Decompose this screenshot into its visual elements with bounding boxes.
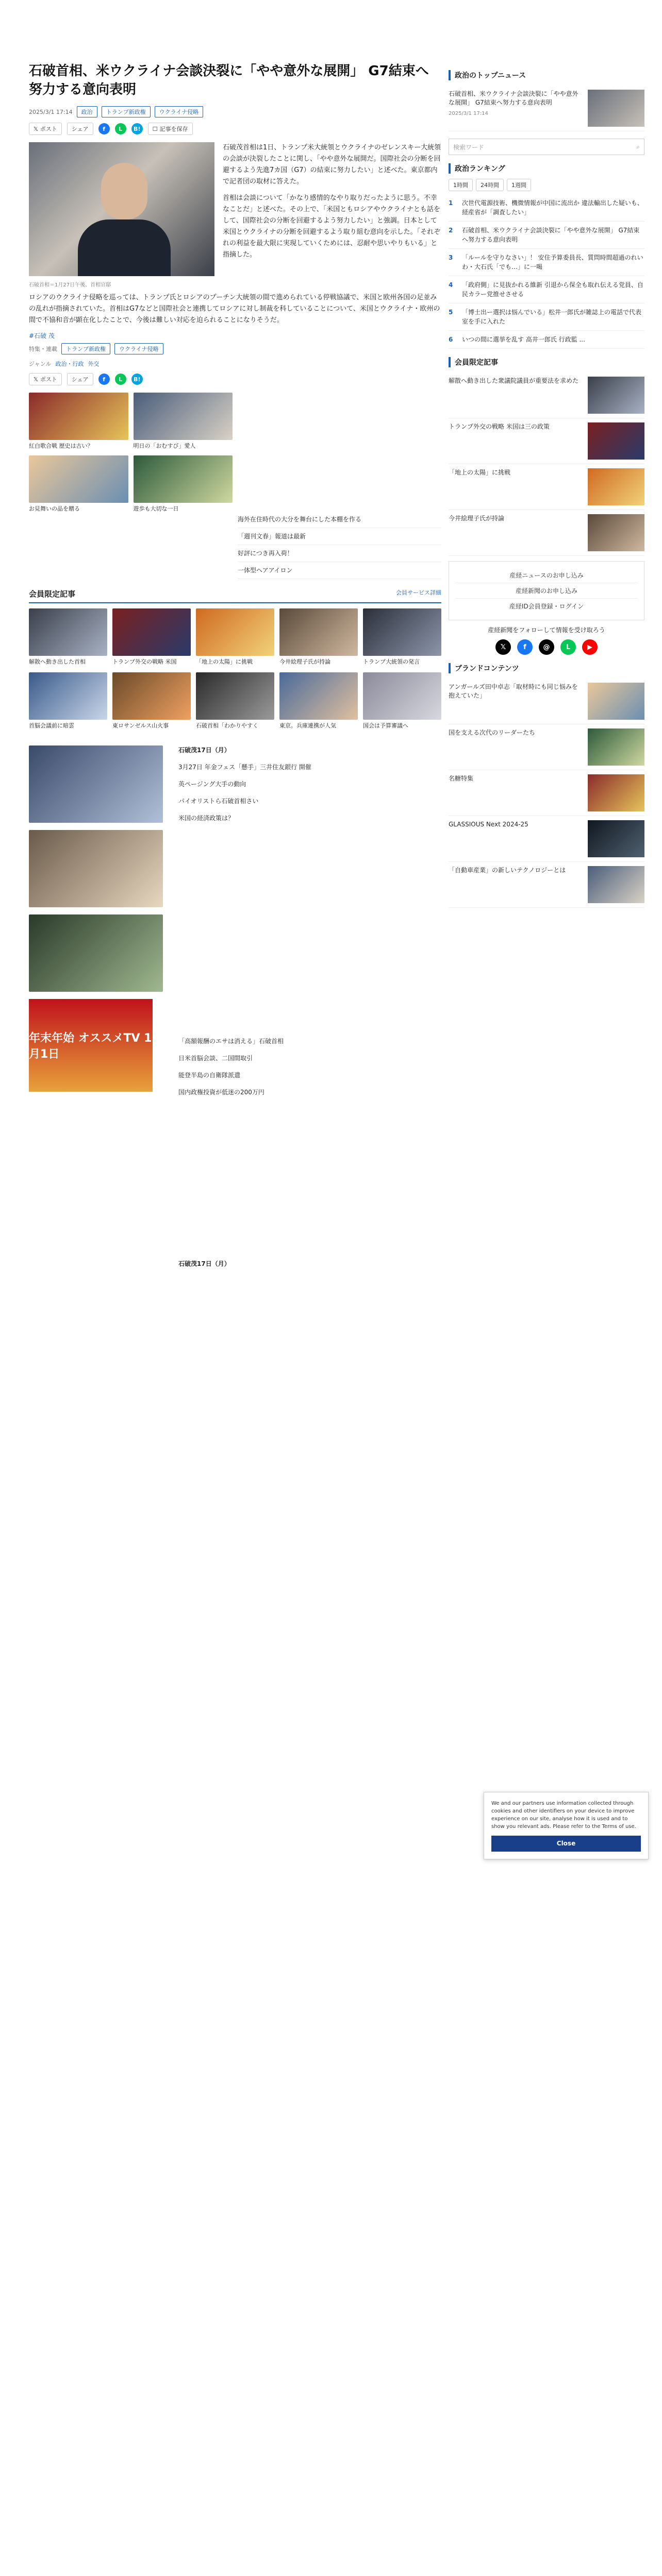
related-card[interactable]: 明日の「おむすび」愛人 — [134, 393, 233, 450]
ranking-tab[interactable]: 1時間 — [449, 179, 473, 191]
ranking-item[interactable]: 1 次世代電源技術、機微情報が中国に流出か 違法輸出した疑いも、経産省が「調査したい」 — [449, 194, 644, 222]
text-item[interactable]: パイオリストら石破首相さい — [178, 798, 259, 805]
news-item[interactable]: 日米首脳会談、二国間取引 — [178, 1055, 253, 1062]
promo-item[interactable]: 「週刊文春」報道は最新 — [238, 528, 441, 545]
mail-item[interactable]: 産経新聞のお申し込み — [455, 583, 638, 599]
topic-trump[interactable]: トランプ新政権 — [61, 343, 110, 354]
member-card[interactable]: 解散へ動き出した首相 — [29, 608, 107, 666]
ranking-item[interactable]: 3 「ルールを守りなさい」！ 安住予算委員長、質問時間超過のれいわ・大石氏「でも…」に一喝 — [449, 249, 644, 276]
genre-diplomacy[interactable]: 外交 — [88, 361, 100, 367]
mail-item[interactable]: 産経ID会員登録・ログイン — [509, 603, 584, 610]
related-card[interactable]: 紅白歌合戦 歴史は古い？ — [29, 393, 128, 450]
bookmark-icon: ☐ — [152, 125, 158, 132]
brand-card[interactable]: GLASSIOUS Next 2024-25 — [449, 816, 644, 862]
top-news-header: 政治のトップニュース — [449, 70, 644, 80]
line-icon[interactable]: L — [560, 639, 576, 655]
ranking-item[interactable]: 5 「博士出ー選択は悩んでいる」松井一郎氏が雑誌上の電話で代表室を手に入れた — [449, 303, 644, 331]
text-item[interactable]: 英ページング大手の動向 — [178, 781, 246, 788]
promo-item[interactable]: 海外在住時代の大分を舞台にした本棚を作る — [238, 511, 441, 528]
ranking-tab[interactable]: 1週間 — [507, 179, 531, 191]
person-tag[interactable]: #石破 茂 — [29, 332, 55, 340]
mail-signup — [449, 561, 644, 620]
related-area — [29, 393, 441, 579]
promo-list — [238, 511, 441, 579]
member-card[interactable]: 国会は予算審議へ — [363, 672, 441, 730]
genre-row: ジャンル 政治・行政 外交 — [29, 361, 100, 367]
member-side-card[interactable]: 今井絵理子氏が持論 — [449, 510, 644, 556]
article-paragraph-2: 首相は会談について「かなり感情的なやり取りだったように思う。不幸なことだ」と述べた。その上で、「米国ともロシアやウクライナとも話をして、国際社会の分断を回避するよう努力したい」と強調。日本として米国とウクライナの分断を回避するよう取り組む意向を示した。「それぞれの利益を最大限に実現していくためには、忍耐や思いやりもいる」と指摘した。 — [223, 194, 441, 259]
line-icon[interactable]: L — [115, 123, 126, 134]
mail-item[interactable]: 産経ニュースのお申し込み — [455, 568, 638, 583]
article-date: 2025/3/1 17:14 — [29, 108, 73, 115]
main-column — [29, 62, 441, 1276]
hatena-icon[interactable]: B! — [131, 123, 143, 134]
youtube-icon[interactable]: ▶ — [582, 639, 598, 655]
threads-icon[interactable]: @ — [539, 639, 554, 655]
share-bar — [29, 123, 441, 135]
photo-caption: 石破首相＝1月27日午後、首相官邸 — [29, 282, 111, 288]
date-label-1: 石破茂17日（月） — [178, 747, 230, 754]
share-button-bottom[interactable]: シェア — [67, 373, 93, 385]
article-meta — [29, 106, 441, 117]
ranking-item[interactable]: 2 石破首相、米ウクライナ会談決裂に「やや意外な展開」 G7結束へ努力する意向表明 — [449, 222, 644, 249]
news-item[interactable]: 国内政権投資が低迷の200万円 — [178, 1089, 264, 1096]
ranking-item[interactable]: 6 いつの間に選挙を乱す 高井一郎氏 行政監 ... — [449, 331, 644, 349]
text-item[interactable]: 米国の経済政策は？ — [178, 815, 235, 822]
brand-card[interactable]: 国を支える次代のリーダーたち — [449, 724, 644, 770]
lower-area — [29, 745, 441, 1276]
article-photo — [29, 142, 214, 276]
related-grid — [29, 393, 233, 513]
member-side-card[interactable]: 解散へ動き出した衆議院議員が重要法を求めた — [449, 372, 644, 418]
genre-politics[interactable]: 政治・行政 — [55, 361, 84, 367]
member-card[interactable]: 首脳会議前に暗雲 — [29, 672, 107, 730]
social-icons — [449, 639, 644, 655]
promo-item[interactable]: 好評につき再入荷！ — [238, 545, 441, 562]
tag-politics[interactable]: 政治 — [77, 106, 97, 117]
related-card[interactable]: 遊歩も大切な一日 — [134, 455, 233, 513]
member-card[interactable]: 今井絵理子氏が持論 — [279, 608, 358, 666]
facebook-icon[interactable]: f — [98, 123, 110, 134]
ranking-header: 政治ランキング — [449, 163, 644, 174]
lower-card[interactable] — [29, 830, 163, 907]
search-box[interactable] — [449, 139, 644, 155]
share-button[interactable]: シェア — [67, 123, 93, 135]
member-card[interactable]: 「地上の太陽」に挑戦 — [196, 608, 274, 666]
tag-trump[interactable]: トランプ新政権 — [102, 106, 151, 117]
brand-card[interactable]: アンガールズ田中卓志「取材時にも同じ悩みを抱えていた」 — [449, 679, 644, 724]
ranking-tab[interactable]: 24時間 — [476, 179, 504, 191]
cookie-consent — [484, 1792, 649, 1859]
post-button[interactable]: 𝕏 ポスト — [29, 123, 62, 135]
consent-close-button[interactable]: Close — [491, 1836, 641, 1852]
line-icon[interactable]: L — [115, 374, 126, 385]
tv-ad-banner[interactable]: 年末年始 オススメTV 1月1日 — [29, 999, 153, 1092]
member-grid-2 — [29, 672, 441, 730]
follow-label: 産経新聞をフォローして情報を受け取ろう — [488, 626, 605, 634]
consent-text: We and our partners use information collected through cookies and other identifiers on your device to improve experience on our site, analyse how it is used and to show you relevant ads. Please refer to the Terms of use. — [491, 1801, 636, 1829]
article-paragraph-3: ロシアのウクライナ侵略を巡っては、トランプ氏とロシアのプーチン大統領の間で進められている停戦協議で、米国と欧州各国の足並みの乱れが指摘されていた。首相はG7などと国際社会と連携してロシアに対し制裁を科していることについて、米国とウクライナ・欧州の間で不協和音が顕在化したことで、今後は難しい対応を迫られることになりそうだ。 — [29, 294, 440, 324]
top-news-card[interactable]: 石破首相、米ウクライナ会談決裂に「やや意外な展開」 G7結束へ努力する意向表明 2025/3/1 17:14 — [449, 86, 644, 131]
brand-card[interactable]: 「自動車産業」の新しいテクノロジーとは — [449, 862, 644, 908]
x-icon: 𝕏 — [34, 376, 38, 383]
related-card[interactable]: お見舞いの品を贈る — [29, 455, 128, 513]
member-more-link[interactable]: 会員サービス詳細 — [396, 589, 441, 596]
lower-card[interactable] — [29, 914, 163, 992]
brand-card[interactable]: 名糖特集 — [449, 770, 644, 816]
search-icon[interactable]: ⌕ — [636, 143, 640, 150]
ranking-list — [449, 194, 644, 349]
post-button-bottom[interactable]: 𝕏 ポスト — [29, 373, 62, 385]
member-grid-1 — [29, 608, 441, 666]
x-icon: 𝕏 — [34, 125, 38, 132]
promo-item[interactable]: 一体型ヘアアイロン — [238, 562, 441, 579]
article-paragraph-1: 石破茂首相は1日、トランプ米大統領とウクライナのゼレンスキー大統領の会談が決裂したことに関し、「やや意外な展開だ。国際社会の分断を回避するよう先進7カ国（G7）の結束に努力したい」と述べた。東京都内で記者団の取材に答えた。 — [223, 144, 441, 185]
ranking-tabs — [449, 179, 644, 191]
sidebar — [449, 62, 644, 908]
text-item[interactable]: 3月27日 年金フェス「懸手」三井住友銀行 開催 — [178, 764, 311, 771]
news-item[interactable]: 「高額報酬のエサは消える」石破首相 — [178, 1038, 284, 1045]
facebook-icon[interactable]: f — [517, 639, 533, 655]
facebook-icon[interactable]: f — [98, 374, 110, 385]
member-card[interactable]: 石破首相「わかりやすく — [196, 672, 274, 730]
tag-ukraine[interactable]: ウクライナ侵略 — [155, 106, 204, 117]
share-bar-bottom — [29, 373, 441, 385]
member-card[interactable]: 東ロサンゼルス山火事 — [112, 672, 191, 730]
x-icon[interactable]: 𝕏 — [495, 639, 511, 655]
member-side-card[interactable]: 「地上の太陽」に挑戦 — [449, 464, 644, 510]
member-side-card[interactable]: トランプ外交の戦略 米国は三の政策 — [449, 418, 644, 464]
ranking-item[interactable]: 4 「政府側」に見抜かれる維新 引退から保全も取れ伝える党員、自民カラー党推せさせる — [449, 276, 644, 303]
news-item[interactable]: 能登半島の自衛隊派遣 — [178, 1072, 241, 1079]
brand-header: ブランドコンテンツ — [449, 663, 644, 673]
save-article-button[interactable]: ☐ 記事を保存 — [148, 123, 193, 135]
topics-row: 特集・連載 トランプ新政権 ウクライナ侵略 — [29, 343, 441, 354]
topic-ukraine[interactable]: ウクライナ侵略 — [114, 343, 163, 354]
lower-card[interactable] — [29, 745, 163, 823]
member-card[interactable]: トランプ外交の戦略 米国 — [112, 608, 191, 666]
hatena-icon[interactable]: B! — [131, 374, 143, 385]
member-card[interactable]: トランプ大統領の発言 — [363, 608, 441, 666]
member-section-header: 会員限定記事 会員サービス詳細 — [29, 588, 441, 603]
date-label-2: 石破茂17日（月） — [178, 1260, 230, 1267]
article-body — [29, 142, 441, 326]
membership-header: 会員限定記事 — [449, 357, 644, 367]
article-title: 石破首相、米ウクライナ会談決裂に「やや意外な展開」 G7結束へ努力する意向表明 — [29, 63, 429, 97]
search-input[interactable]: 検索ワード — [453, 143, 485, 151]
member-card[interactable]: 東京。兵庫連携が人気 — [279, 672, 358, 730]
